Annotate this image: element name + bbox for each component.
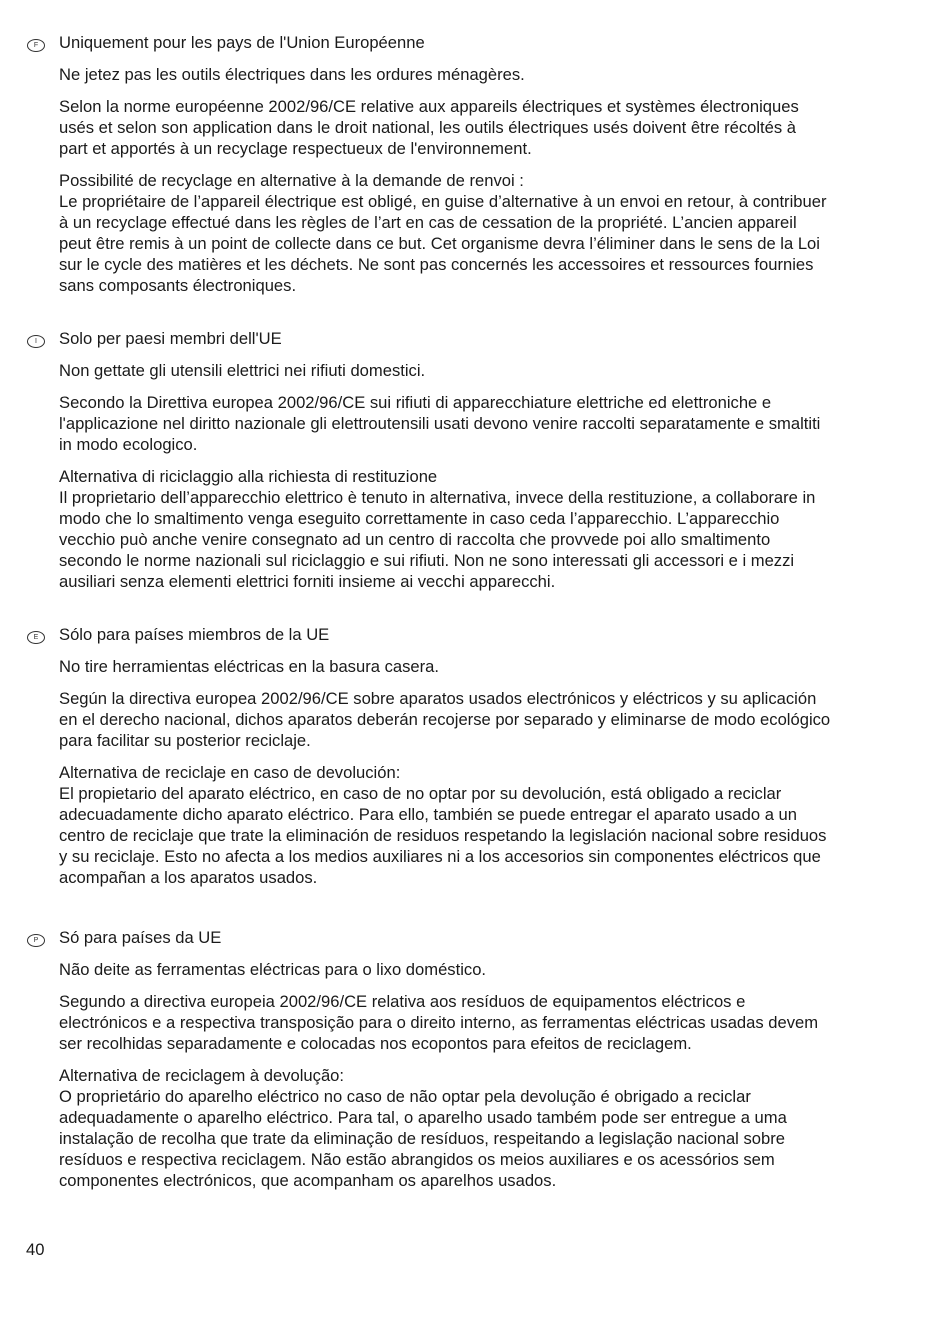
paragraph: Alternativa di riciclaggio alla richiesta di restituzione Il proprietario dell’apparecchio elettrico è tenuto in alternativa, invece della restituzione, a collaborare in modo che lo smaltimento venga eseguito correttamente in caso ceda l’apparecchio. L’apparecchio vecchio può anche venire consegnato ad un centro di raccolta che provvede poi allo smaltimento secondo le norme nazionali sul riciclaggio e sui rifiuti. Non ne sono interessati gli accessori e i mezzi ausiliari senza elementi elettrici forniti insieme ai vecchi apparecchi. [59,467,816,591]
paragraph: Según la directiva europea 2002/96/CE sobre aparatos usados electrónicos y eléctricos y su aplicación en el derecho nacional, dichos aparatos deberán recojerse por separado y eliminarse de modo ecológico para facilitar su posterior reciclaje. [59,689,831,750]
section-title: Sólo para países miembros de la UE [59,625,330,644]
language-badge-icon: E [27,631,45,644]
paragraph: Alternativa de reciclaje en caso de devolución: El propietario del aparato eléctrico, en caso de no optar por su devolución, está obligado a reciclar adecuadamente dicho aparato eléctrico. Para ello, también se puede entregar el aparato usado a un centro de reciclaje que trate la eliminación de residuos respetando la legislación nacional sobre residuos y su reciclaje. Esto no afecta a los medios auxiliares ni a los accesorios sin componentes eléctricos que acompañan a los aparatos usados. [59,763,827,887]
paragraph: Alternativa de reciclagem à devolução: O proprietário do aparelho eléctrico no caso de não optar pela devolução é obrigado a reciclar adequadamente o aparelho eléctrico. Para tal, o aparelho usado também pode ser entregue a uma instalação de recolha que trate da eliminação de resíduos, respeitando a legislação nacional sobre resíduos e respectiva reciclagem. Não estão abrangidos os meios auxiliares e os acessórios sem componentes electrónicos, que acompanham os aparelhos usados. [59,1066,787,1190]
paragraph: Selon la norme européenne 2002/96/CE relative aux appareils électriques et systèmes électroniques usés et selon son application dans le droit national, les outils électriques usés doivent être récoltés à part et apportés à un recyclage respectueux de l'environnement. [59,97,799,158]
paragraph: Ne jetez pas les outils électriques dans les ordures ménagères. [59,65,525,84]
paragraph: Segundo a directiva europeia 2002/96/CE relativa aos resíduos de equipamentos eléctricos e electrónicos e a respectiva transposição para o direito interno, as ferramentas eléctricas usadas devem ser recolhidas separadamente e colocadas nos ecopontos para efeitos de reciclagem. [59,992,819,1053]
section-title: Só para países da UE [59,928,222,947]
page-number: 40 [26,1240,45,1259]
paragraph: Não deite as ferramentas eléctricas para o lixo doméstico. [59,960,487,979]
paragraph: No tire herramientas eléctricas en la basura casera. [59,657,439,676]
paragraph: Non gettate gli utensili elettrici nei rifiuti domestici. [59,361,426,380]
section-title: Solo per paesi membri dell'UE [59,329,282,348]
paragraph: Possibilité de recyclage en alternative à la demande de renvoi : Le propriétaire de l’appareil électrique est obligé, en guise d’alternative à un envoi en retour, à contribuer à un recyclage effectué dans les règles de l’art en cas de cessation de la propriété. L’ancien appareil peut être remis à un point de collecte dans ce but. Cet organisme devra l’éliminer dans le sens de la Loi sur le cycle des matières et les déchets. Ne sont pas concernés les accessoires et ressources fournies sans composants électroniques. [59,171,827,295]
language-badge-icon: P [27,934,45,947]
paragraph: Secondo la Direttiva europea 2002/96/CE sui rifiuti di apparecchiature elettriche ed elettroniche e l'applicazione nel diritto nazionale gli elettroutensili usati devono venire raccolti separatamente e smaltiti in modo ecologico. [59,393,821,454]
language-badge-icon: F [27,39,45,52]
language-badge-icon: I [27,335,45,348]
section-title: Uniquement pour les pays de l'Union Européenne [59,33,425,52]
